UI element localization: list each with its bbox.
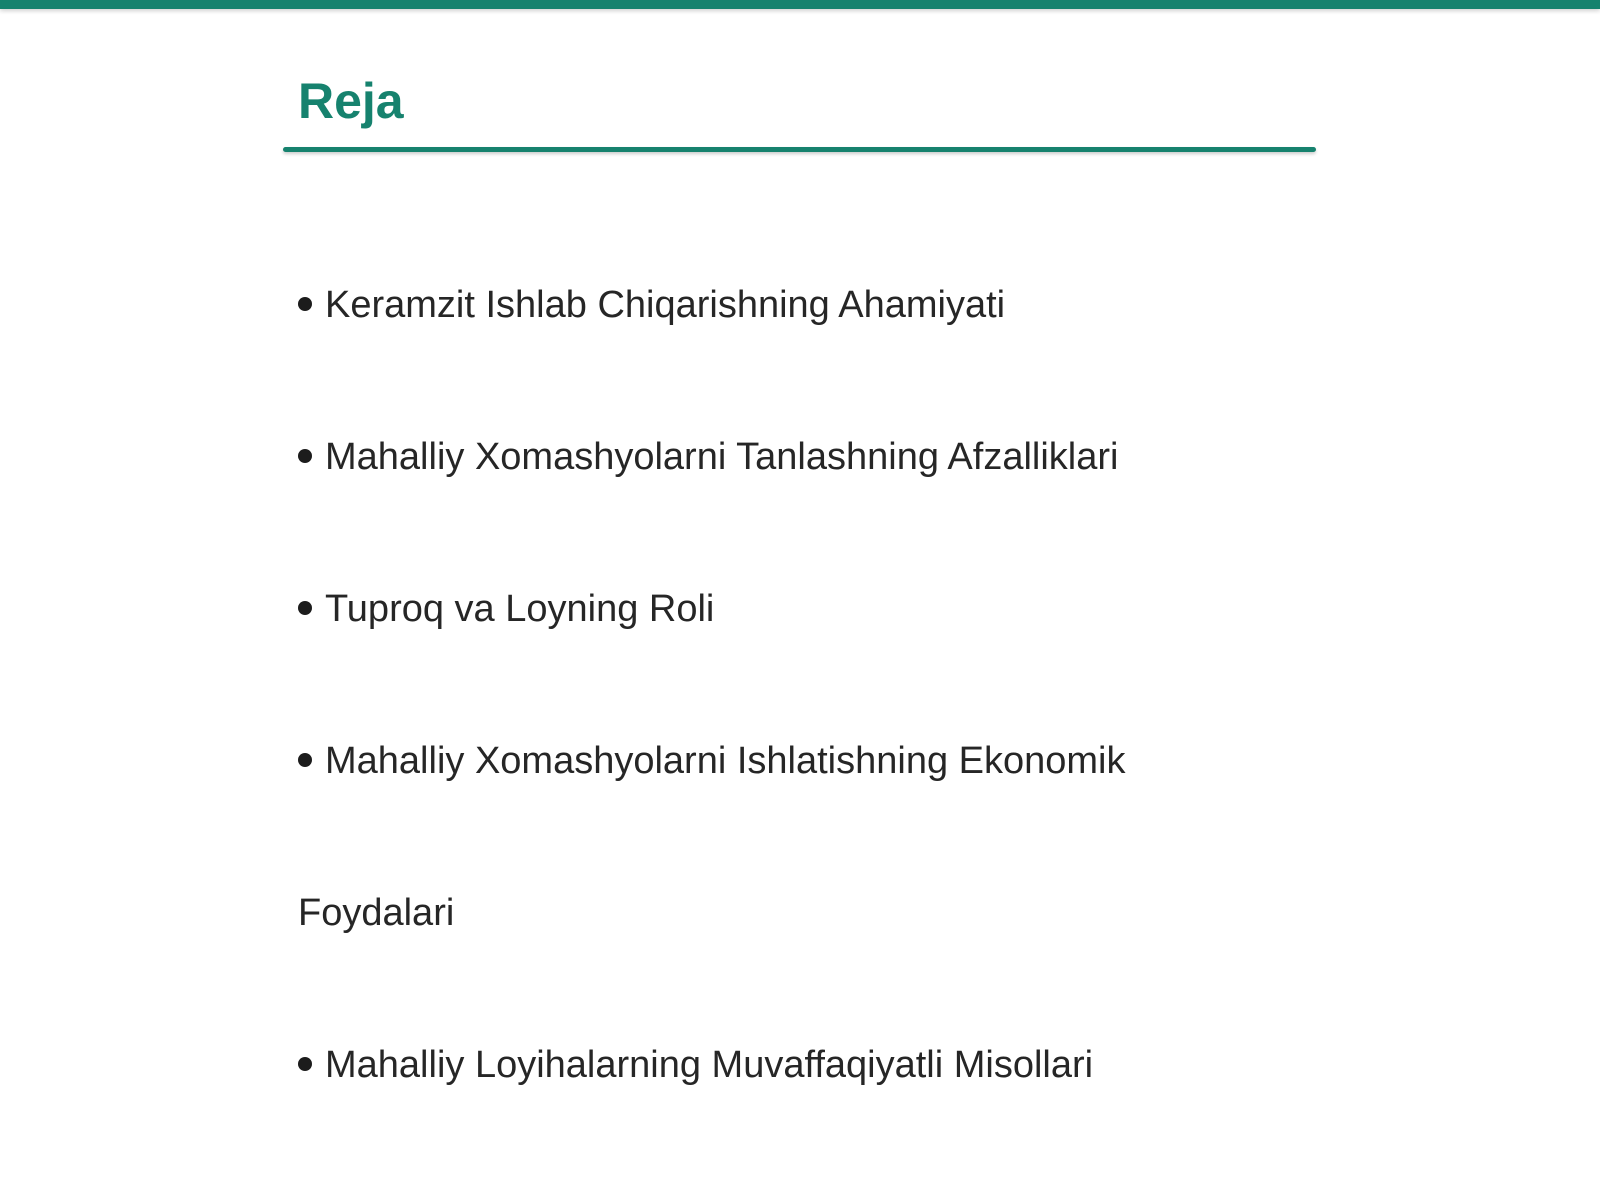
agenda-item-text: Foydalari: [298, 892, 455, 934]
agenda-item: [298, 736, 1126, 786]
agenda-item: [298, 1040, 1093, 1090]
slide-title: Reja: [298, 73, 404, 129]
agenda-item-text: Mahalliy Loyihalarning Muvaffaqiyatli Misollari: [325, 1044, 1094, 1086]
bullet-icon: [298, 297, 312, 311]
agenda-item-text: Tuproq va Loyning Roli: [325, 588, 715, 630]
bullet-icon: [298, 1057, 312, 1071]
bullet-icon: [298, 449, 312, 463]
agenda-item-text: Mahalliy Xomashyolarni Ishlatishning Ekonomik: [325, 740, 1126, 782]
agenda-item: [298, 584, 714, 634]
agenda-item: [298, 280, 1005, 330]
title-underline: [283, 147, 1316, 152]
agenda-item-text: Mahalliy Xomashyolarni Tanlashning Afzalliklari: [325, 436, 1119, 478]
bullet-icon: [298, 753, 312, 767]
agenda-item-continuation: [298, 888, 454, 938]
agenda-item-text: Keramzit Ishlab Chiqarishning Ahamiyati: [325, 284, 1006, 326]
agenda-item: [298, 432, 1118, 482]
bullet-icon: [298, 601, 312, 615]
